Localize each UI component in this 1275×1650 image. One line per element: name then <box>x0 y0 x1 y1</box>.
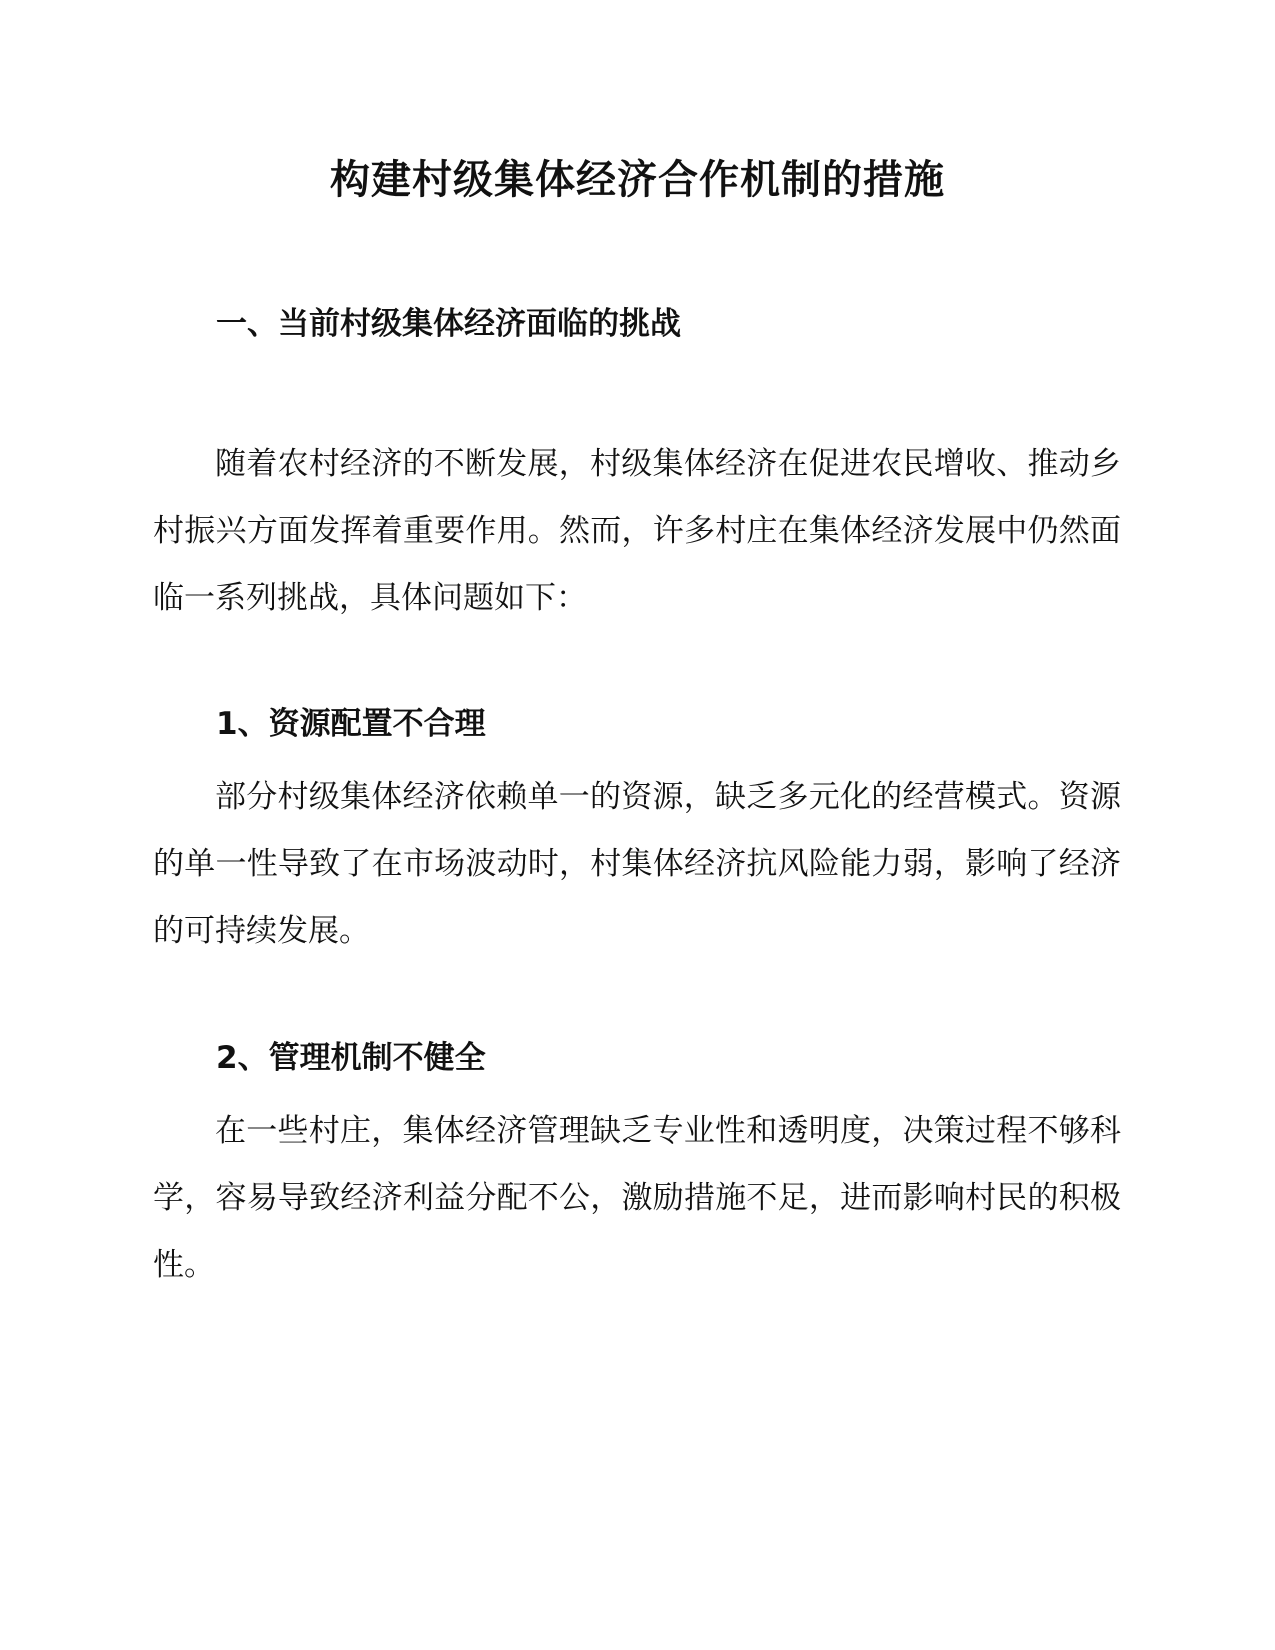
subheading-resource-allocation: 1、资源配置不合理 <box>216 706 486 742</box>
section-heading: 一、当前村级集体经济面临的挑战 <box>216 306 681 342</box>
paragraph-management-mechanism: 在一些村庄，集体经济管理缺乏专业性和透明度，决策过程不够科学，容易导致经济利益分配不公，激励措施不足，进而影响村民的积极性。 <box>153 1113 1121 1283</box>
paragraph-resource-allocation: 部分村级集体经济依赖单一的资源，缺乏多元化的经营模式。资源的单一性导致了在市场波动时，村集体经济抗风险能力弱，影响了经济的可持续发展。 <box>153 779 1121 949</box>
subheading-management-mechanism: 2、管理机制不健全 <box>216 1040 486 1076</box>
intro-paragraph: 随着农村经济的不断发展，村级集体经济在促进农民增收、推动乡村振兴方面发挥着重要作用。然而，许多村庄在集体经济发展中仍然面临一系列挑战，具体问题如下： <box>153 446 1121 616</box>
document-title: 构建村级集体经济合作机制的措施 <box>330 157 945 203</box>
